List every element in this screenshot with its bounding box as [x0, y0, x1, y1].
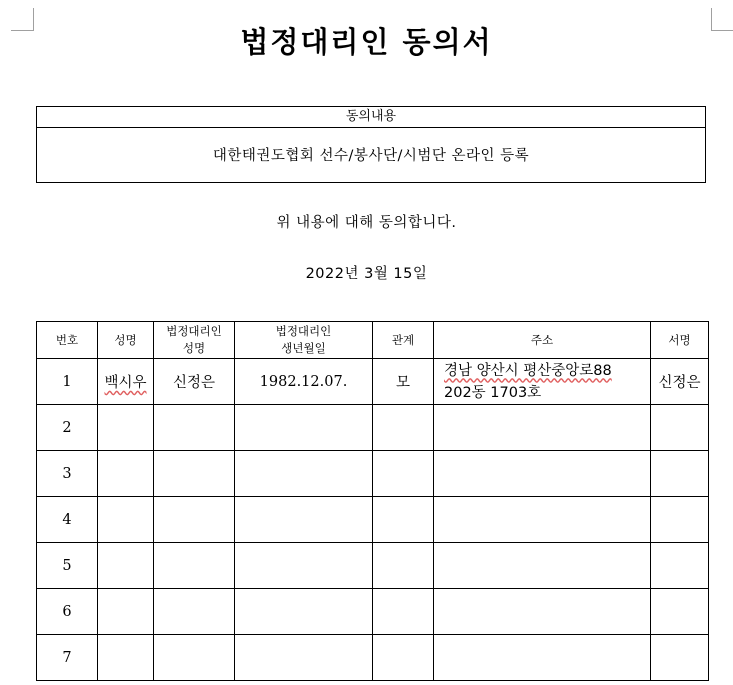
document-date: 2022년 3월 15일: [305, 266, 428, 282]
cell-address[interactable]: [434, 497, 651, 543]
cell-name-text: 백시우: [104, 375, 147, 391]
cell-no[interactable]: 4: [37, 497, 98, 543]
table-row: [37, 543, 709, 589]
consent-header: 동의내용: [37, 107, 705, 128]
header-guardian-name: [154, 322, 235, 359]
table-row: [37, 451, 709, 497]
header-guardian-name-line1: 법정대리인: [166, 324, 222, 338]
cell-guardian-birth[interactable]: [235, 543, 373, 589]
cell-guardian-birth[interactable]: [235, 405, 373, 451]
cell-guardian-name[interactable]: [154, 405, 235, 451]
cell-guardian-name[interactable]: [154, 543, 235, 589]
cell-relation[interactable]: [373, 451, 434, 497]
cell-guardian-name[interactable]: [154, 589, 235, 635]
cell-no[interactable]: 5: [37, 543, 98, 589]
table-header-row: [37, 322, 709, 359]
table-row: [37, 635, 709, 681]
cell-no[interactable]: 7: [37, 635, 98, 681]
cell-name[interactable]: [98, 359, 154, 405]
header-guardian-birth: [235, 322, 373, 359]
cell-relation[interactable]: 모: [373, 359, 434, 405]
cell-guardian-birth[interactable]: 1982.12.07.: [235, 359, 373, 405]
cell-no[interactable]: 6: [37, 589, 98, 635]
cell-relation[interactable]: [373, 589, 434, 635]
cell-address[interactable]: [434, 405, 651, 451]
cell-address[interactable]: [434, 451, 651, 497]
cell-guardian-name[interactable]: [154, 497, 235, 543]
cell-no[interactable]: 3: [37, 451, 98, 497]
cell-relation[interactable]: [373, 543, 434, 589]
cell-name[interactable]: [98, 451, 154, 497]
cell-signature[interactable]: [651, 635, 709, 681]
cell-guardian-birth[interactable]: [235, 497, 373, 543]
cell-signature[interactable]: [651, 451, 709, 497]
cell-guardian-name[interactable]: 신정은: [154, 359, 235, 405]
cell-relation[interactable]: [373, 635, 434, 681]
cell-signature[interactable]: [651, 589, 709, 635]
consent-content: 대한태권도협회 선수/봉사단/시범단 온라인 등록: [212, 148, 530, 164]
header-no: 번호: [37, 322, 98, 359]
cell-name[interactable]: [98, 497, 154, 543]
cell-guardian-birth[interactable]: [235, 451, 373, 497]
header-name: 성명: [98, 322, 154, 359]
cell-address[interactable]: [434, 543, 651, 589]
consent-box: [36, 106, 706, 183]
header-signature: 서명: [651, 322, 709, 359]
cell-address[interactable]: [434, 359, 651, 405]
cell-guardian-name[interactable]: [154, 451, 235, 497]
cell-address[interactable]: [434, 635, 651, 681]
cell-address-line2: 202동 1703호: [444, 384, 542, 401]
header-relation: 관계: [373, 322, 434, 359]
cell-no[interactable]: 2: [37, 405, 98, 451]
cell-signature[interactable]: 신정은: [651, 359, 709, 405]
table-row: [37, 589, 709, 635]
header-guardian-birth-line1: 법정대리인: [275, 324, 332, 338]
header-guardian-birth-line2: 생년월일: [281, 341, 326, 355]
cell-signature[interactable]: [651, 405, 709, 451]
cell-signature[interactable]: [651, 543, 709, 589]
cell-name[interactable]: [98, 543, 154, 589]
guardian-signature-table: [36, 321, 709, 681]
cell-address-line1: 경남 양산시 평산중앙로88: [444, 362, 612, 379]
cell-guardian-birth[interactable]: [235, 635, 373, 681]
cell-no[interactable]: 1: [37, 359, 98, 405]
cell-guardian-name[interactable]: [154, 635, 235, 681]
cell-relation[interactable]: [373, 405, 434, 451]
header-guardian-name-line2: 성명: [182, 341, 206, 355]
cell-guardian-birth[interactable]: [235, 589, 373, 635]
table-row: [37, 497, 709, 543]
cell-name[interactable]: [98, 635, 154, 681]
agree-statement: 위 내용에 대해 동의합니다.: [276, 215, 457, 231]
header-address: 주소: [434, 322, 651, 359]
cell-name[interactable]: [98, 405, 154, 451]
cell-address[interactable]: [434, 589, 651, 635]
cell-signature[interactable]: [651, 497, 709, 543]
document-title: 법정대리인 동의서: [240, 25, 493, 59]
table-row: [37, 359, 709, 405]
table-row: [37, 405, 709, 451]
cell-name[interactable]: [98, 589, 154, 635]
cell-relation[interactable]: [373, 497, 434, 543]
